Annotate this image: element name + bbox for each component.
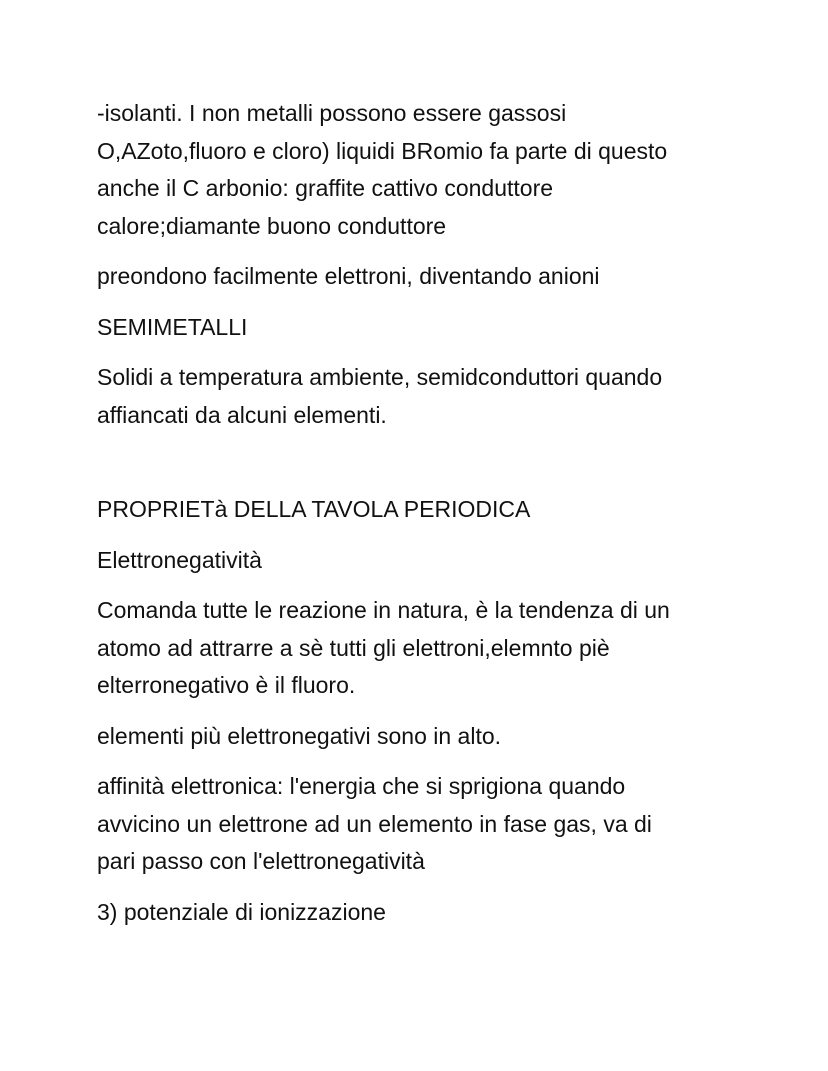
paragraph-nonmetals-properties: [97, 95, 757, 245]
text-line: elterronegativo è il fluoro.: [97, 672, 356, 698]
heading-semimetals: [97, 309, 757, 347]
paragraph-anions: [97, 258, 757, 296]
paragraph-electron-affinity: [97, 768, 757, 881]
heading-electronegativity: [97, 542, 757, 580]
text-line: Comanda tutte le reazione in natura, è la tendenza di un: [97, 597, 670, 623]
text-line: avvicino un elettrone ad un elemento in fase gas, va di: [97, 810, 652, 837]
text-line: PROPRIETà DELLA TAVOLA PERIODICA: [97, 496, 531, 522]
text-line: affiancati da alcuni elementi.: [97, 401, 387, 428]
text-line: -isolanti. I non metalli possono essere gassosi: [97, 100, 567, 126]
text-line: pari passo con l'elettronegatività: [97, 848, 425, 874]
paragraph-electronegativity: [97, 592, 757, 705]
paragraph-electronegative-elements: [97, 718, 757, 756]
text-line: Elettronegatività: [97, 546, 262, 573]
text-line: O,AZoto,fluoro e cloro) liquidi BRomio fa parte di questo: [97, 137, 668, 164]
text-line: SEMIMETALLI: [97, 313, 248, 340]
text-line: Solidi a temperatura ambiente, semidconduttori quando: [97, 364, 663, 390]
text-line: atomo ad attrarre a sè tutti gli elettroni,elemnto piè: [97, 634, 610, 661]
text-line: elementi più elettronegativi sono in alto.: [97, 722, 502, 749]
paragraph-ionization-potential: [97, 894, 757, 932]
text-line: calore;diamante buono conduttore: [97, 212, 447, 239]
document-body: [97, 95, 757, 944]
text-line: 3) potenziale di ionizzazione: [97, 898, 386, 925]
blank-line: [97, 447, 757, 491]
text-line: preondono facilmente elettroni, diventando anioni: [97, 263, 600, 289]
text-line: anche il C arbonio: graffite cattivo conduttore: [97, 175, 554, 201]
text-line: affinità elettronica: l'energia che si sprigiona quando: [97, 773, 626, 799]
paragraph-semimetals: [97, 359, 757, 434]
heading-periodic-table-properties: [97, 491, 757, 529]
